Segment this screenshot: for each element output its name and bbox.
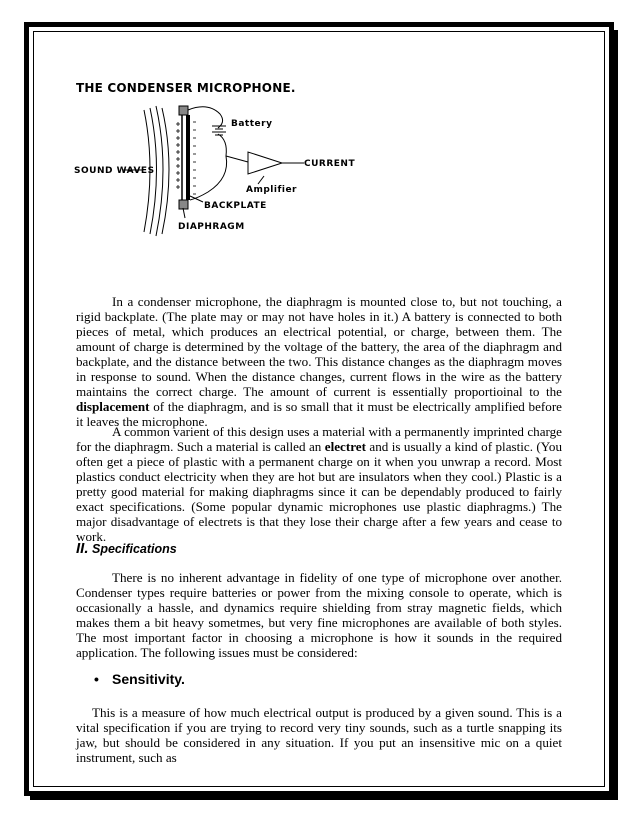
top-clamp [179, 106, 188, 115]
bullet-sensitivity: • Sensitivity. [94, 671, 185, 687]
backplate-bar [186, 115, 190, 200]
paragraph-electret: A common varient of this design uses a material with a permanently imprinted charge for the diaphragm. Such a material is called an electret and is usually a kind of plastic. (You often get a piece of plastic with a permanent charge on it when you unwrap a record. Most plastics conduct electricity when they are hot but are insulators when they cool.) Plastic is a pretty good material for making diaphragms since it can be dependably produced to fairly exact specifications. (Some popular dynamic microphones use plastic diaphragms.) The major disadvantage of electrets is that they lose their charge after a few years and cease to work. [76, 424, 563, 544]
condenser-microphone-diagram [68, 104, 358, 244]
current-label: CURRENT [304, 159, 356, 169]
paragraph-sensitivity: This is a measure of how much electrical output is produced by a given sound. This is a vital specification if you are trying to record very tiny sounds, such as a turtle snapping its jaw, but should be considered in any situation. If you put an insensitive mic on a quiet instrument, such as [76, 705, 562, 765]
section-heading: II. Specifications [76, 540, 177, 557]
amplifier-pointer [258, 176, 264, 184]
page-title: THE CONDENSER MICROPHONE. [76, 81, 296, 95]
sound-waves-label: SOUND WAVES [74, 166, 155, 176]
page-shadow-right [614, 30, 618, 800]
minus-charges [193, 122, 196, 194]
diaphragm-label: DIAPHRAGM [178, 222, 245, 232]
amplifier-label: Amplifier [246, 185, 297, 195]
paragraph-condenser: In a condenser microphone, the diaphragm is mounted close to, but not touching, a rigid backplate. (The plate may or may not have holes in it.) A battery is connected to both pieces of metal, which produces an electrical potential, or charge, between them. The amount of charge is determined by the voltage of the battery, the area of the diaphragm and backplate, and the distance between the two. This distance changes as the diaphragm moves in response to sound. When the distance changes, current flows in the wire as the battery maintains the correct charge. The amount of current is essentially proportioinal to the displacement of the diaphragm, and is so small that it must be electrically amplified before it leaves the microphone. [76, 294, 562, 429]
plus-charges [176, 122, 180, 189]
paragraph-specifications: There is no inherent advantage in fidelity of one type of microphone over another. Condenser types require batteries or power from the mixing console to operate, which is occasionally a hassle, and dynamics require shielding from stray magnetic fields, which makes them a bit heavy sometmes, but very fine microphones are available of both styles. The most important factor in choosing a microphone is how it sounds in the required application. The following issues must be considered: [76, 570, 562, 660]
backplate-label: BACKPLATE [204, 201, 267, 211]
bottom-clamp [179, 200, 188, 209]
battery-label: Battery [231, 119, 273, 129]
amplifier-symbol [248, 152, 282, 174]
page-shadow-bottom [30, 796, 618, 800]
